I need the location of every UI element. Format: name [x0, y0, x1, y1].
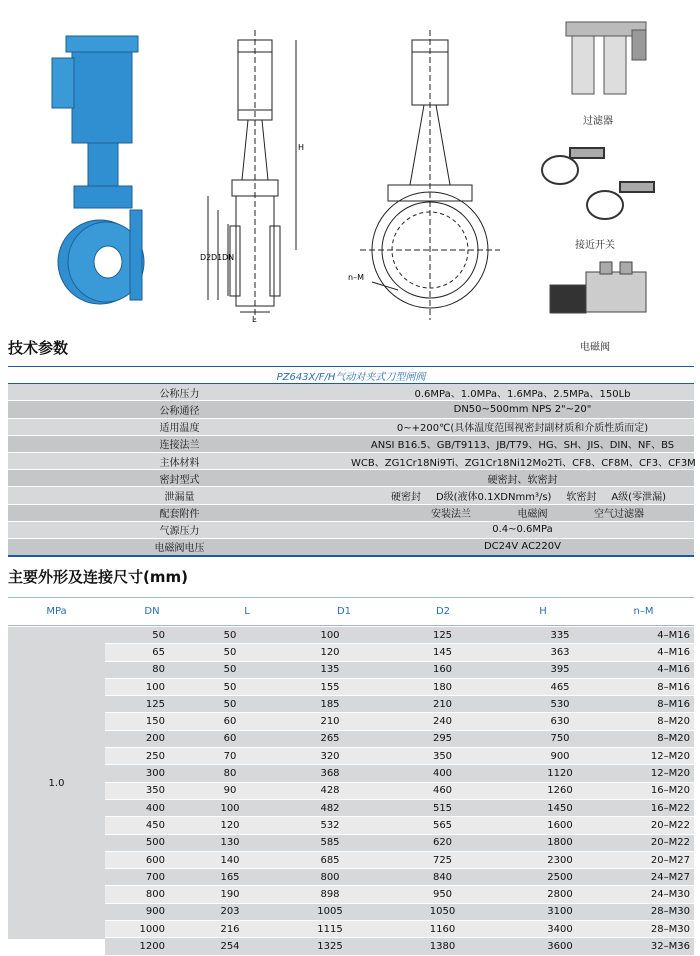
- cell-d2: 210: [432, 698, 453, 710]
- cell-dn: 700: [145, 871, 165, 883]
- cell-dn: 450: [145, 819, 165, 831]
- cell-d2: 1050: [429, 906, 456, 918]
- cell-l: 70: [223, 750, 237, 762]
- mpa-cell: 1.0: [8, 627, 105, 939]
- header-d1: D1: [336, 606, 352, 617]
- cell-h: 3400: [547, 923, 573, 935]
- cell-nm: 16–M20: [650, 785, 690, 797]
- cell-nm: 8–M20: [657, 733, 690, 745]
- valve-front-drawing: [360, 30, 500, 320]
- accessory-values: [351, 504, 694, 521]
- cell-h: 530: [550, 698, 570, 710]
- cell-d2: 840: [432, 871, 453, 883]
- header-nm: n–M: [633, 606, 654, 617]
- table-row: [105, 817, 694, 834]
- cell-l: 120: [220, 819, 240, 831]
- cell-nm: 16–M22: [650, 802, 690, 814]
- cell-nm: 24–M30: [650, 889, 690, 901]
- cell-dn: 250: [145, 750, 165, 762]
- tech-row-value: 0.4~0.6MPa: [351, 521, 694, 538]
- dims-rows: [105, 627, 694, 952]
- cell-d2: 145: [432, 646, 453, 658]
- cell-dn: 1000: [139, 923, 165, 935]
- cell-dn: 500: [145, 837, 165, 849]
- tech-row-label: 气源压力: [8, 521, 351, 538]
- leakage-hard-value: D级(液体0.1XDNmm³/s): [435, 491, 552, 503]
- cell-h: 3600: [547, 940, 573, 952]
- header-l: L: [244, 606, 250, 617]
- tech-row-value: WCB、ZG1Cr18Ni9Ti、ZG1Cr18Ni12Mo2Ti、CF8、CF8M、CF3、CF3M: [351, 452, 694, 469]
- filter-caption: 过滤器: [583, 116, 613, 127]
- cell-d2: 350: [432, 750, 453, 762]
- accessory-flange: 安装法兰: [431, 509, 471, 521]
- cell-d1: 210: [320, 716, 340, 728]
- cell-dn: 1200: [139, 940, 165, 952]
- tech-row-leakage: [8, 487, 694, 504]
- cell-nm: 8–M16: [657, 698, 690, 710]
- tech-row-value: 硬密封、软密封: [351, 470, 694, 487]
- cell-dn: 150: [145, 716, 165, 728]
- cell-nm: 28–M30: [650, 923, 690, 935]
- tech-row-value: ANSI B16.5、GB/T9113、JB/T79、HG、SH、JIS、DIN、NF、BS: [351, 435, 694, 452]
- leakage-values: [351, 487, 694, 504]
- cell-d1: 898: [320, 889, 340, 901]
- dim-label-l: L: [252, 315, 257, 324]
- cell-dn: 300: [145, 768, 165, 780]
- filter-illustration: [566, 22, 646, 94]
- cell-nm: 8–M20: [657, 716, 690, 728]
- cell-d1: 482: [320, 802, 340, 814]
- cell-d2: 725: [432, 854, 453, 866]
- cell-h: 1120: [547, 768, 573, 780]
- cell-h: 1450: [547, 802, 573, 814]
- cell-l: 60: [223, 733, 237, 745]
- cell-d2: 400: [432, 768, 453, 780]
- table-row: [105, 835, 694, 852]
- header-d2: D2: [435, 606, 451, 617]
- cell-d2: 1160: [429, 923, 456, 935]
- table-row: [105, 644, 694, 661]
- cell-d1: 265: [320, 733, 340, 745]
- cell-dn: 800: [145, 889, 165, 901]
- cell-h: 1600: [547, 819, 573, 831]
- cell-nm: 12–M20: [650, 750, 690, 762]
- cell-h: 1260: [547, 785, 573, 797]
- accessory-filter: 空气过滤器: [594, 509, 644, 521]
- cell-l: 50: [223, 698, 237, 710]
- cell-nm: 20–M22: [650, 819, 690, 831]
- tech-row-label: 泄漏量: [8, 487, 351, 504]
- header-mpa: MPa: [46, 606, 67, 617]
- tech-row: [8, 452, 694, 469]
- cell-nm: 20–M27: [650, 854, 690, 866]
- tech-row-label: 电磁阀电压: [8, 538, 351, 556]
- cell-nm: 4–M16: [657, 664, 690, 676]
- cell-h: 335: [550, 629, 570, 641]
- cell-l: 165: [220, 871, 240, 883]
- tech-row: [8, 538, 694, 556]
- cell-dn: 200: [145, 733, 165, 745]
- valve-3d-illustration: [52, 36, 144, 304]
- dim-label-d2: D2: [200, 253, 212, 262]
- cell-d2: 125: [432, 629, 453, 641]
- dims-section-title: 主要外形及连接尺寸(mm): [8, 568, 188, 586]
- dim-label-dn: DN: [222, 253, 235, 262]
- cell-l: 50: [223, 629, 237, 641]
- tech-table-header: [8, 367, 694, 384]
- table-row: [105, 904, 694, 921]
- table-row: [105, 886, 694, 903]
- tech-row-value: 0~+200℃(具体温度范围视密封副材质和介质性质而定): [351, 418, 694, 435]
- tech-section-title: 技术参数: [8, 339, 69, 357]
- cell-h: 750: [550, 733, 570, 745]
- cell-h: 363: [550, 646, 570, 658]
- cell-d2: 295: [432, 733, 453, 745]
- tech-row-label: 连接法兰: [8, 435, 351, 452]
- table-row: [105, 713, 694, 730]
- tech-row: [8, 418, 694, 435]
- cell-d2: 240: [432, 716, 453, 728]
- table-row: [105, 627, 694, 644]
- header-dn: DN: [144, 606, 160, 617]
- cell-d1: 135: [320, 664, 340, 676]
- cell-d2: 565: [432, 819, 453, 831]
- cell-nm: 32–M36: [650, 940, 690, 952]
- cell-nm: 28–M30: [650, 906, 690, 918]
- cell-d2: 460: [432, 785, 453, 797]
- cell-d2: 180: [432, 681, 453, 693]
- cell-d1: 800: [320, 871, 340, 883]
- header-h: H: [539, 606, 547, 617]
- table-row: [105, 731, 694, 748]
- cell-d1: 1115: [317, 923, 343, 935]
- table-row: [105, 748, 694, 765]
- cell-l: 100: [220, 802, 240, 814]
- tech-row-accessories: [8, 504, 694, 521]
- tech-row-label: 配套附件: [8, 504, 351, 521]
- cell-nm: 8–M16: [657, 681, 690, 693]
- cell-d2: 160: [432, 664, 453, 676]
- cell-h: 630: [550, 716, 570, 728]
- tech-row: [8, 384, 694, 401]
- cell-l: 130: [220, 837, 240, 849]
- cell-h: 2500: [547, 871, 573, 883]
- cell-l: 50: [223, 646, 237, 658]
- tech-row-label: 主体材料: [8, 452, 351, 469]
- cell-nm: 4–M16: [657, 646, 690, 658]
- cell-d1: 685: [320, 854, 340, 866]
- cell-l: 203: [220, 906, 240, 918]
- cell-dn: 125: [145, 698, 165, 710]
- cell-d2: 950: [432, 889, 453, 901]
- solenoid-valve-caption: 电磁阀: [580, 342, 610, 353]
- cell-dn: 100: [145, 681, 165, 693]
- cell-dn: 50: [152, 629, 165, 641]
- cell-h: 465: [550, 681, 570, 693]
- cell-l: 190: [220, 889, 240, 901]
- tech-params-table: [8, 366, 694, 557]
- table-row: [105, 783, 694, 800]
- tech-row-value: DN50~500mm NPS 2"~20": [351, 401, 694, 418]
- solenoid-valve-illustration: [550, 262, 646, 313]
- table-row: [105, 765, 694, 782]
- cell-dn: 400: [145, 802, 165, 814]
- tech-row: [8, 435, 694, 452]
- tech-row: [8, 401, 694, 418]
- tech-row-value: DC24V AC220V: [351, 538, 694, 556]
- cell-d1: 585: [320, 837, 340, 849]
- tech-row: [8, 521, 694, 538]
- dim-label-d1: D1: [211, 253, 223, 262]
- cell-h: 2300: [547, 854, 573, 866]
- proximity-switch-caption: 接近开关: [575, 240, 615, 251]
- cell-l: 50: [223, 664, 237, 676]
- accessory-solenoid: 电磁阀: [517, 509, 548, 521]
- table-row: [105, 869, 694, 886]
- table-row: [105, 696, 694, 713]
- cell-l: 140: [220, 854, 240, 866]
- cell-d1: 100: [320, 629, 340, 641]
- tech-row-label: 密封型式: [8, 470, 351, 487]
- cell-d1: 428: [320, 785, 340, 797]
- tech-row-label: 公称压力: [8, 384, 351, 401]
- cell-l: 254: [220, 940, 240, 952]
- cell-d1: 368: [320, 768, 340, 780]
- cell-h: 1800: [547, 837, 573, 849]
- cell-nm: 12–M20: [650, 768, 690, 780]
- tech-row-label: 公称通径: [8, 401, 351, 418]
- table-row: [105, 852, 694, 869]
- cell-d1: 185: [320, 698, 340, 710]
- cell-d2: 515: [432, 802, 453, 814]
- cell-h: 395: [550, 664, 570, 676]
- cell-h: 900: [550, 750, 570, 762]
- cell-d2: 1380: [429, 940, 456, 952]
- dim-label-h: H: [298, 143, 305, 152]
- cell-d1: 320: [320, 750, 340, 762]
- cell-d1: 1325: [317, 940, 343, 952]
- leakage-soft-value: A级(零泄漏): [611, 491, 666, 503]
- leakage-soft-seal: 软密封: [566, 491, 597, 503]
- table-row: [105, 938, 694, 955]
- cell-dn: 900: [145, 906, 165, 918]
- dims-table: [8, 627, 694, 952]
- cell-l: 216: [220, 923, 240, 935]
- cell-d1: 532: [320, 819, 340, 831]
- tech-row-value: 0.6MPa、1.0MPa、1.6MPa、2.5MPa、150Lb: [351, 384, 694, 401]
- cell-dn: 350: [145, 785, 165, 797]
- dim-label-nm: n–M: [348, 273, 364, 282]
- cell-h: 2800: [547, 889, 573, 901]
- cell-h: 3100: [547, 906, 573, 918]
- cell-l: 60: [223, 716, 237, 728]
- tech-row-label: 适用温度: [8, 418, 351, 435]
- cell-nm: 20–M22: [650, 837, 690, 849]
- cell-l: 80: [223, 768, 237, 780]
- tech-row: [8, 470, 694, 487]
- cell-nm: 24–M27: [650, 871, 690, 883]
- tech-table-title: PZ643X/F/H气动对夹式刀型闸阀: [8, 367, 694, 384]
- table-row: [105, 679, 694, 696]
- cell-dn: 65: [152, 646, 165, 658]
- cell-dn: 80: [152, 664, 165, 676]
- cell-l: 50: [223, 681, 237, 693]
- cell-d1: 1005: [317, 906, 343, 918]
- cell-d1: 155: [320, 681, 340, 693]
- cell-d2: 620: [432, 837, 453, 849]
- table-row: [105, 662, 694, 679]
- cell-nm: 4–M16: [657, 629, 690, 641]
- table-row: [105, 921, 694, 938]
- cell-dn: 600: [145, 854, 165, 866]
- dims-table-header: [8, 597, 694, 626]
- cell-d1: 120: [320, 646, 340, 658]
- leakage-hard-seal: 硬密封: [391, 491, 421, 503]
- table-row: [105, 800, 694, 817]
- valve-side-drawing: [208, 30, 296, 320]
- cell-l: 90: [223, 785, 237, 797]
- proximity-switch-illustration: [542, 148, 654, 219]
